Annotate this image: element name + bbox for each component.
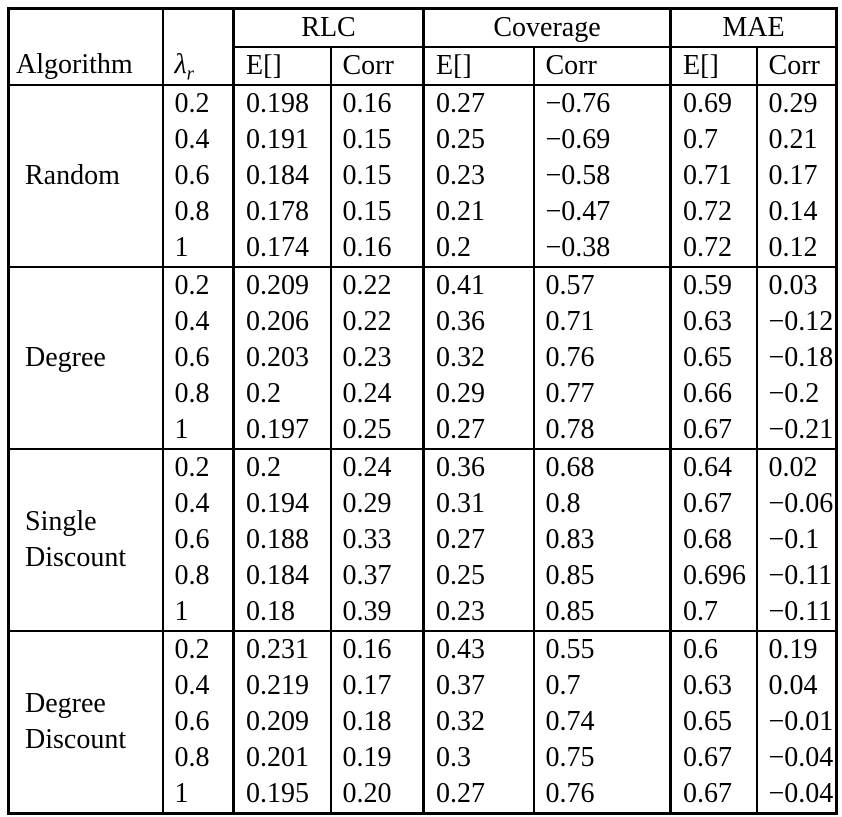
cell-rlc-e: 0.197 xyxy=(234,412,331,449)
cell-rlc-e: 0.209 xyxy=(234,704,331,740)
cell-rlc-corr: 0.22 xyxy=(331,267,424,304)
cell-lambda: 0.6 xyxy=(163,158,234,194)
header-rlc-e: E[] xyxy=(234,47,331,85)
cell-coverage-e: 0.27 xyxy=(424,85,534,122)
lambda-symbol: λ xyxy=(174,49,187,80)
cell-mae-e: 0.67 xyxy=(671,776,757,814)
cell-coverage-e: 0.43 xyxy=(424,631,534,668)
cell-rlc-corr: 0.19 xyxy=(331,740,424,776)
cell-coverage-e: 0.31 xyxy=(424,486,534,522)
cell-lambda: 1 xyxy=(163,412,234,449)
cell-coverage-corr: 0.57 xyxy=(534,267,671,304)
cell-mae-e: 0.64 xyxy=(671,449,757,486)
cell-coverage-e: 0.36 xyxy=(424,304,534,340)
cell-coverage-corr: 0.71 xyxy=(534,304,671,340)
cell-rlc-corr: 0.37 xyxy=(331,558,424,594)
algorithm-name: Single Discount xyxy=(9,449,163,631)
cell-mae-corr: 0.04 xyxy=(768,670,818,701)
cell-mae-corr: −0.1 xyxy=(768,524,820,555)
cell-coverage-corr: 0.68 xyxy=(534,449,671,486)
cell-mae-e: 0.66 xyxy=(671,376,757,412)
cell-lambda: 1 xyxy=(163,594,234,631)
table-row xyxy=(9,85,837,122)
cell-coverage-e: 0.3 xyxy=(424,740,534,776)
cell-coverage-e: 0.27 xyxy=(424,776,534,814)
cell-rlc-corr: 0.20 xyxy=(331,776,424,814)
cell-rlc-e: 0.198 xyxy=(234,85,331,122)
table-body xyxy=(9,85,837,814)
cell-rlc-e: 0.231 xyxy=(234,631,331,668)
cell-mae-corr: −0.04 xyxy=(768,742,834,773)
table-row xyxy=(9,631,837,668)
header-coverage-corr: Corr xyxy=(534,47,671,85)
cell-rlc-e: 0.2 xyxy=(234,376,331,412)
cell-rlc-corr: 0.24 xyxy=(331,449,424,486)
cell-rlc-e: 0.194 xyxy=(234,486,331,522)
cell-rlc-corr: 0.18 xyxy=(331,704,424,740)
cell-coverage-corr: −0.47 xyxy=(534,194,671,230)
cell-coverage-e: 0.23 xyxy=(424,158,534,194)
header-rlc-corr: Corr xyxy=(331,47,424,85)
algorithm-name: Random xyxy=(9,85,163,267)
cell-rlc-e: 0.184 xyxy=(234,558,331,594)
cell-mae-corr: −0.06 xyxy=(768,488,834,519)
cell-lambda: 0.4 xyxy=(163,668,234,704)
cell-coverage-e: 0.32 xyxy=(424,704,534,740)
cell-rlc-corr: 0.24 xyxy=(331,376,424,412)
cell-rlc-e: 0.174 xyxy=(234,230,331,267)
cell-coverage-corr: −0.76 xyxy=(534,85,671,122)
cell-lambda: 0.6 xyxy=(163,522,234,558)
cell-coverage-corr: −0.38 xyxy=(534,230,671,267)
header-lambda xyxy=(163,9,234,86)
cell-rlc-corr: 0.16 xyxy=(331,85,424,122)
cell-lambda: 0.8 xyxy=(163,558,234,594)
cell-mae-e: 0.59 xyxy=(671,267,757,304)
cell-mae-corr: 0.17 xyxy=(768,160,818,191)
cell-coverage-corr: 0.55 xyxy=(534,631,671,668)
cell-lambda: 0.6 xyxy=(163,340,234,376)
header-group-coverage: Coverage xyxy=(424,9,671,48)
cell-mae-corr: −0.2 xyxy=(768,378,820,409)
cell-coverage-e: 0.23 xyxy=(424,594,534,631)
cell-coverage-e: 0.25 xyxy=(424,122,534,158)
cell-rlc-e: 0.203 xyxy=(234,340,331,376)
cell-mae-corr: 0.21 xyxy=(768,124,818,155)
cell-rlc-e: 0.206 xyxy=(234,304,331,340)
cell-mae-corr: −0.04 xyxy=(768,778,834,809)
cell-lambda: 0.2 xyxy=(163,449,234,486)
cell-coverage-corr: 0.85 xyxy=(534,594,671,631)
cell-rlc-corr: 0.39 xyxy=(331,594,424,631)
header-group-mae: MAE xyxy=(671,9,837,48)
cell-lambda: 0.8 xyxy=(163,376,234,412)
table-row xyxy=(9,267,837,304)
cell-rlc-e: 0.18 xyxy=(234,594,331,631)
cell-mae-e: 0.69 xyxy=(671,85,757,122)
header-algorithm: Algorithm xyxy=(9,9,163,86)
cell-mae-corr: 0.03 xyxy=(757,267,837,304)
cell-mae-e: 0.71 xyxy=(671,158,757,194)
algorithm-name: Degree xyxy=(9,267,163,449)
cell-rlc-corr: 0.16 xyxy=(331,631,424,668)
cell-rlc-corr: 0.17 xyxy=(331,668,424,704)
cell-coverage-e: 0.32 xyxy=(424,340,534,376)
cell-rlc-e: 0.201 xyxy=(234,740,331,776)
cell-coverage-corr: 0.75 xyxy=(534,740,671,776)
cell-coverage-corr: 0.8 xyxy=(534,486,671,522)
cell-mae-e: 0.67 xyxy=(671,486,757,522)
cell-mae-corr: 0.14 xyxy=(768,196,818,227)
cell-rlc-e: 0.209 xyxy=(234,267,331,304)
cell-mae-e: 0.63 xyxy=(671,304,757,340)
cell-coverage-corr: 0.76 xyxy=(534,776,671,814)
cell-mae-e: 0.68 xyxy=(671,522,757,558)
cell-mae-e: 0.63 xyxy=(671,668,757,704)
cell-coverage-e: 0.37 xyxy=(424,668,534,704)
cell-coverage-e: 0.29 xyxy=(424,376,534,412)
cell-mae-corr: 0.19 xyxy=(757,631,837,668)
algorithm-name: Degree Discount xyxy=(9,631,163,814)
cell-mae-e: 0.72 xyxy=(671,194,757,230)
cell-coverage-corr: 0.74 xyxy=(534,704,671,740)
cell-lambda: 0.6 xyxy=(163,704,234,740)
cell-coverage-corr: 0.83 xyxy=(534,522,671,558)
table-row xyxy=(9,449,837,486)
cell-lambda: 0.4 xyxy=(163,304,234,340)
cell-mae-corr: −0.18 xyxy=(768,342,834,373)
cell-coverage-corr: −0.69 xyxy=(534,122,671,158)
cell-rlc-corr: 0.16 xyxy=(331,230,424,267)
cell-mae-e: 0.65 xyxy=(671,704,757,740)
cell-mae-e: 0.6 xyxy=(671,631,757,668)
cell-mae-corr: −0.11 xyxy=(768,560,833,591)
cell-mae-corr: −0.11 xyxy=(768,596,833,627)
cell-coverage-corr: 0.77 xyxy=(534,376,671,412)
cell-rlc-e: 0.188 xyxy=(234,522,331,558)
header-mae-corr: Corr xyxy=(757,47,837,85)
cell-mae-e: 0.65 xyxy=(671,340,757,376)
cell-rlc-corr: 0.25 xyxy=(331,412,424,449)
cell-mae-corr: 0.12 xyxy=(768,232,818,263)
cell-coverage-e: 0.27 xyxy=(424,412,534,449)
cell-lambda: 0.8 xyxy=(163,740,234,776)
cell-rlc-corr: 0.22 xyxy=(331,304,424,340)
cell-lambda: 0.2 xyxy=(163,85,234,122)
cell-lambda: 0.8 xyxy=(163,194,234,230)
cell-mae-corr: 0.29 xyxy=(768,88,818,119)
cell-coverage-corr: 0.85 xyxy=(534,558,671,594)
cell-coverage-corr: 0.7 xyxy=(534,668,671,704)
cell-rlc-corr: 0.29 xyxy=(331,486,424,522)
cell-rlc-e: 0.219 xyxy=(234,668,331,704)
cell-coverage-e: 0.2 xyxy=(424,230,534,267)
cell-rlc-e: 0.184 xyxy=(234,158,331,194)
cell-rlc-e: 0.195 xyxy=(234,776,331,814)
cell-coverage-e: 0.21 xyxy=(424,194,534,230)
cell-coverage-e: 0.27 xyxy=(424,522,534,558)
cell-mae-corr: 0.02 xyxy=(757,449,837,486)
cell-coverage-e: 0.25 xyxy=(424,558,534,594)
cell-mae-e: 0.7 xyxy=(671,594,757,631)
header-group-row xyxy=(9,9,837,48)
cell-mae-corr: −0.21 xyxy=(768,414,834,445)
cell-lambda: 0.4 xyxy=(163,122,234,158)
cell-rlc-corr: 0.23 xyxy=(331,340,424,376)
header-coverage-e: E[] xyxy=(424,47,534,85)
cell-lambda: 1 xyxy=(163,776,234,814)
cell-lambda: 0.2 xyxy=(163,631,234,668)
cell-mae-corr: −0.12 xyxy=(768,306,834,337)
results-table xyxy=(7,7,838,815)
cell-coverage-corr: 0.78 xyxy=(534,412,671,449)
cell-coverage-e: 0.36 xyxy=(424,449,534,486)
cell-coverage-corr: −0.58 xyxy=(534,158,671,194)
cell-mae-e: 0.67 xyxy=(671,412,757,449)
cell-rlc-corr: 0.15 xyxy=(331,194,424,230)
cell-coverage-corr: 0.76 xyxy=(534,340,671,376)
cell-lambda: 1 xyxy=(163,230,234,267)
cell-rlc-e: 0.2 xyxy=(234,449,331,486)
cell-mae-e: 0.72 xyxy=(671,230,757,267)
cell-rlc-e: 0.191 xyxy=(234,122,331,158)
cell-mae-e: 0.67 xyxy=(671,740,757,776)
table-header xyxy=(9,9,837,86)
cell-mae-e: 0.7 xyxy=(671,122,757,158)
cell-rlc-corr: 0.15 xyxy=(331,158,424,194)
cell-rlc-e: 0.178 xyxy=(234,194,331,230)
cell-rlc-corr: 0.33 xyxy=(331,522,424,558)
header-group-rlc: RLC xyxy=(234,9,424,48)
header-mae-e: E[] xyxy=(671,47,757,85)
cell-mae-corr: −0.01 xyxy=(768,706,834,737)
cell-mae-e: 0.696 xyxy=(671,558,757,594)
cell-lambda: 0.4 xyxy=(163,486,234,522)
cell-coverage-e: 0.41 xyxy=(424,267,534,304)
cell-rlc-corr: 0.15 xyxy=(331,122,424,158)
cell-lambda: 0.2 xyxy=(163,267,234,304)
lambda-subscript: r xyxy=(186,63,195,85)
